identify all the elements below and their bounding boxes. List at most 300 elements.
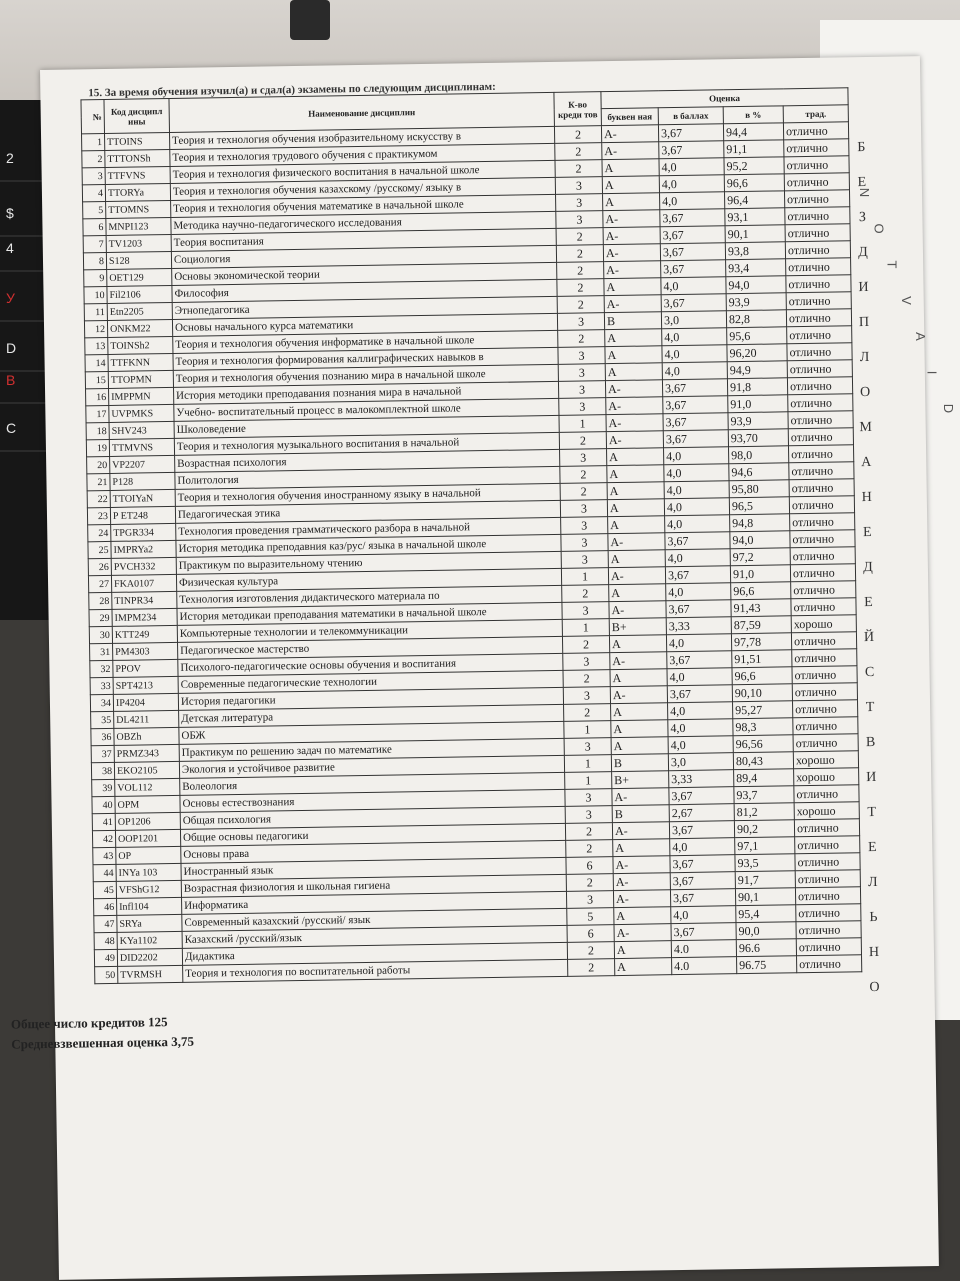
cell-trad: отлично	[790, 513, 855, 531]
cell-name: Теория и технология обучения информатике в начальной школе	[173, 330, 558, 353]
cell-trad: отлично	[790, 530, 855, 548]
cell-name: Философия	[172, 279, 557, 302]
cell-trad: отлично	[788, 445, 853, 463]
cell-num: 27	[88, 575, 111, 592]
cell-code: TVRMSH	[118, 965, 183, 983]
cell-trad: отлично	[789, 462, 854, 480]
cell-name: История педагогики	[178, 687, 563, 710]
cell-trad: отлично	[797, 955, 862, 973]
cell-credits: 3	[560, 500, 607, 518]
header-num: №	[81, 99, 105, 133]
cell-credits: 1	[564, 721, 611, 739]
cell-name: Теория и технология обучения математике в начальной школе	[171, 194, 556, 217]
cell-points: 3,67	[670, 872, 735, 890]
cell-points: 4,0	[662, 345, 727, 363]
cell-num: 32	[90, 660, 113, 677]
cell-points: 4.0	[672, 957, 737, 975]
cell-letter: A-	[603, 244, 660, 262]
cell-points: 4,0	[671, 906, 736, 924]
cell-code: SHV243	[109, 421, 174, 439]
cell-trad: хорошо	[793, 751, 858, 769]
side-stamp-letter: D	[941, 403, 957, 414]
cell-points: 3,33	[669, 770, 734, 788]
cell-points: 3,67	[665, 532, 730, 550]
cell-trad: отлично	[785, 207, 850, 225]
cell-points: 3,67	[662, 379, 727, 397]
cell-num: 41	[92, 813, 115, 830]
cell-credits: 2	[562, 585, 609, 603]
cell-code: VP2207	[110, 455, 175, 473]
cell-name: Общие основы педагогики	[180, 823, 565, 846]
cell-num: 47	[94, 915, 117, 932]
cell-code: IMPPMN	[109, 387, 174, 405]
cell-credits: 2	[560, 483, 607, 501]
cell-trad: отлично	[787, 360, 852, 378]
cell-percent: 90,0	[736, 922, 796, 940]
cell-trad: отлично	[794, 819, 859, 837]
cell-letter: A	[614, 941, 671, 959]
cell-credits: 3	[560, 449, 607, 467]
cell-trad: отлично	[794, 785, 859, 803]
stamp-letter: Т	[865, 699, 875, 716]
cell-letter: B+	[609, 618, 666, 636]
cell-num: 48	[94, 932, 117, 949]
cell-letter: A-	[610, 686, 667, 704]
cell-percent: 87,59	[731, 616, 791, 634]
cell-letter: A	[608, 550, 665, 568]
cell-num: 36	[91, 728, 114, 745]
cell-credits: 2	[557, 279, 604, 297]
cell-code: OET129	[107, 268, 172, 286]
cell-trad: отлично	[787, 377, 852, 395]
cell-trad: отлично	[796, 938, 861, 956]
cell-letter: A-	[606, 414, 663, 432]
cell-name: Волеология	[180, 772, 565, 795]
cell-trad: отлично	[785, 224, 850, 242]
cell-code: KYa1102	[117, 931, 182, 949]
cell-points: 3,67	[670, 855, 735, 873]
cell-percent: 94,6	[729, 463, 789, 481]
cell-letter: B	[611, 754, 668, 772]
cell-letter: A-	[602, 142, 659, 160]
cell-credits: 2	[557, 262, 604, 280]
cell-points: 3,67	[658, 124, 723, 142]
cell-percent: 96,6	[724, 174, 784, 192]
cell-num: 25	[88, 541, 111, 558]
cell-trad: отлично	[792, 683, 857, 701]
stamp-letter: Е	[857, 175, 867, 191]
cell-num: 8	[83, 252, 106, 269]
cell-name: Практикум по выразительному чтению	[176, 551, 561, 574]
cell-percent: 96,6	[731, 582, 791, 600]
cell-num: 35	[91, 711, 114, 728]
cell-letter: A-	[613, 856, 670, 874]
cell-credits: 2	[559, 432, 606, 450]
cell-code: OOP1201	[115, 829, 180, 847]
header-percent: в %	[723, 106, 783, 124]
power-plug	[290, 0, 330, 40]
cell-num: 11	[84, 303, 107, 320]
cell-credits: 1	[559, 415, 606, 433]
cell-name: Основы экономической теории	[172, 262, 557, 285]
header-trad: трад.	[783, 105, 848, 123]
cell-name: Основы права	[181, 840, 566, 863]
cell-num: 38	[91, 762, 114, 779]
weighted-average: Средневзвешенная оценка 3,75	[11, 1033, 195, 1052]
cell-name: Технология проведения грамматического разбора в начальной	[176, 517, 561, 540]
side-stamp-letter: T	[884, 260, 900, 269]
cell-name: Экология и устойчивое развитие	[179, 755, 564, 778]
cell-percent: 91,1	[724, 140, 784, 158]
cell-points: 3,67	[660, 226, 725, 244]
cell-num: 24	[88, 524, 111, 541]
cell-trad: отлично	[793, 700, 858, 718]
cell-code: Etn2205	[107, 302, 172, 320]
cell-code: DL4211	[114, 710, 179, 728]
cell-percent: 95,27	[733, 701, 793, 719]
cell-letter: A	[611, 720, 668, 738]
cell-code: TINPR34	[112, 591, 177, 609]
cell-credits: 2	[565, 823, 612, 841]
stamp-letter: Д	[858, 245, 868, 261]
stamp-letter: Й	[863, 629, 875, 646]
stamp-letter: Л	[867, 874, 878, 891]
cell-name: История методика преподавния каз/рус/ языка в начальной школе	[176, 534, 561, 557]
cell-num: 26	[88, 558, 111, 575]
cell-credits: 2	[560, 466, 607, 484]
stamp-letter: А	[861, 454, 872, 471]
cell-num: 6	[83, 218, 106, 235]
cell-percent: 94,0	[730, 531, 790, 549]
cell-letter: A-	[612, 788, 669, 806]
cell-points: 4,0	[666, 583, 731, 601]
cell-points: 3,67	[659, 141, 724, 159]
cell-code: TTOPMN	[108, 370, 173, 388]
header-name: Наименование дисциплин	[169, 92, 554, 132]
cell-points: 2,67	[669, 804, 734, 822]
cell-points: 4,0	[664, 464, 729, 482]
cell-percent: 81,2	[734, 803, 794, 821]
cell-credits: 3	[558, 381, 605, 399]
cell-code: TTFKNN	[108, 353, 173, 371]
cell-points: 4,0	[668, 719, 733, 737]
cell-credits: 3	[563, 687, 610, 705]
cell-name: Современный казахский /русский/ язык	[182, 908, 567, 931]
cell-points: 3,33	[666, 617, 731, 635]
cell-credits: 3	[561, 551, 608, 569]
cell-letter: A-	[604, 261, 661, 279]
cell-trad: отлично	[789, 496, 854, 514]
cell-code: OP	[116, 846, 181, 864]
stamp-letter: Л	[859, 350, 870, 366]
cell-points: 3,67	[669, 821, 734, 839]
stamp-letter: Д	[863, 559, 873, 576]
header-letter: буквен ная	[601, 108, 658, 126]
cell-code: PRMZ343	[114, 744, 179, 762]
cell-credits: 2	[554, 126, 601, 144]
cell-num: 4	[82, 184, 105, 201]
side-stamp-letter: V	[898, 296, 914, 305]
cell-percent: 94,4	[723, 123, 783, 141]
cell-trad: отлично	[791, 632, 856, 650]
cell-points: 3,67	[660, 243, 725, 261]
header-points: в баллах	[658, 107, 723, 125]
cell-percent: 90,1	[735, 888, 795, 906]
cell-letter: A	[603, 193, 660, 211]
cell-trad: хорошо	[794, 768, 859, 786]
cell-points: 3,67	[663, 396, 728, 414]
cell-points: 3,67	[665, 566, 730, 584]
cell-code: TV1203	[106, 234, 171, 252]
cell-points: 3,0	[661, 311, 726, 329]
cell-percent: 91,0	[728, 395, 788, 413]
cell-trad: отлично	[791, 581, 856, 599]
cell-num: 20	[87, 456, 110, 473]
cell-credits: 6	[567, 925, 614, 943]
cell-letter: A	[607, 499, 664, 517]
cell-letter: A-	[603, 210, 660, 228]
cell-num: 17	[86, 405, 109, 422]
grades-table	[80, 87, 862, 984]
cell-percent: 98,0	[729, 446, 789, 464]
cell-percent: 91,51	[732, 650, 792, 668]
cell-trad: отлично	[786, 292, 851, 310]
cell-trad: отлично	[790, 564, 855, 582]
cell-percent: 97,1	[735, 837, 795, 855]
cell-name: Теория и технология по воспитательной работы	[183, 959, 568, 982]
cell-code: EKO2105	[114, 761, 179, 779]
cell-letter: B	[612, 805, 669, 823]
cell-credits: 2	[557, 296, 604, 314]
cell-name: Теория и технология формирования каллиграфических навыков в	[173, 347, 558, 370]
cell-percent: 96,5	[729, 497, 789, 515]
cell-percent: 96.6	[736, 939, 796, 957]
cell-letter: A	[604, 278, 661, 296]
cell-num: 3	[82, 167, 105, 184]
cell-points: 3,67	[666, 600, 731, 618]
cell-points: 3,67	[660, 209, 725, 227]
cell-num: 33	[90, 677, 113, 694]
cell-trad: хорошо	[791, 615, 856, 633]
cell-num: 19	[86, 439, 109, 456]
cell-num: 45	[93, 881, 116, 898]
cell-name: Теория и технология трудового обучения с практикумом	[170, 143, 555, 166]
cell-trad: отлично	[784, 139, 849, 157]
cell-code: TTORYa	[105, 183, 170, 201]
cell-credits: 3	[566, 891, 613, 909]
cell-num: 9	[84, 269, 107, 286]
cell-percent: 95,2	[724, 157, 784, 175]
cell-num: 13	[85, 337, 108, 354]
cell-points: 3,0	[668, 753, 733, 771]
cell-code: P ET248	[110, 506, 175, 524]
cell-name: История методикаи преподавания математики в начальной школе	[177, 602, 562, 625]
cell-name: Политология	[175, 466, 560, 489]
cell-percent: 96,56	[733, 735, 793, 753]
cell-percent: 93,9	[728, 412, 788, 430]
cell-points: 4,0	[665, 515, 730, 533]
cell-trad: отлично	[793, 717, 858, 735]
total-credits: Общее число кредитов 125	[10, 1014, 168, 1032]
cell-credits: 5	[567, 908, 614, 926]
cell-name: Возрастная психология	[175, 449, 560, 472]
cell-name: Основы начального курса математики	[172, 313, 557, 336]
cell-code: TTFVNS	[105, 166, 170, 184]
cell-letter: A-	[613, 873, 670, 891]
cell-name: Теория и технология музыкального воспитания в начальной	[174, 432, 559, 455]
cell-percent: 93,5	[735, 854, 795, 872]
cell-points: 4.0	[671, 940, 736, 958]
cell-trad: отлично	[784, 190, 849, 208]
cell-credits: 3	[558, 364, 605, 382]
cell-credits: 2	[566, 874, 613, 892]
cell-percent: 93,4	[726, 259, 786, 277]
cell-name: Возрастная физиология и школьная гигиена	[181, 874, 566, 897]
cell-points: 3,67	[670, 889, 735, 907]
cell-credits: 3	[556, 194, 603, 212]
stamp-letter: П	[858, 315, 870, 331]
cell-percent: 90,1	[725, 225, 785, 243]
cell-credits: 2	[564, 704, 611, 722]
cell-credits: 3	[556, 211, 603, 229]
cell-code: IP4204	[113, 693, 178, 711]
cell-code: ONKM22	[107, 319, 172, 337]
cell-code: S128	[106, 251, 171, 269]
cell-name: Дидактика	[182, 942, 567, 965]
cell-code: TTMVNS	[109, 438, 174, 456]
cell-num: 28	[89, 592, 112, 609]
cell-percent: 91,8	[727, 378, 787, 396]
cell-code: PVCH332	[111, 557, 176, 575]
cell-letter: A	[613, 839, 670, 857]
cell-letter: A	[602, 159, 659, 177]
cell-code: P128	[110, 472, 175, 490]
cell-letter: A-	[608, 567, 665, 585]
cell-code: OBZh	[114, 727, 179, 745]
cell-num: 18	[86, 422, 109, 439]
cell-code: OP1206	[115, 812, 180, 830]
cell-trad: отлично	[788, 394, 853, 412]
cell-name: Казахский /русский/язык	[182, 925, 567, 948]
cell-points: 3,67	[661, 294, 726, 312]
cell-credits: 6	[566, 857, 613, 875]
cell-points: 3,67	[667, 685, 732, 703]
cell-credits: 3	[565, 789, 612, 807]
cell-letter: A	[605, 363, 662, 381]
cell-percent: 97,2	[730, 548, 790, 566]
cell-name: Компьютерные технологии и телекоммуникации	[177, 619, 562, 642]
header-code: Код дисципл ины	[104, 98, 170, 133]
cell-percent: 94,9	[727, 361, 787, 379]
cell-name: Детская литература	[179, 704, 564, 727]
cell-percent: 94,0	[726, 276, 786, 294]
cell-name: Школоведение	[174, 415, 559, 438]
cell-letter: A	[605, 329, 662, 347]
cell-percent: 90,10	[732, 684, 792, 702]
cell-letter: A-	[613, 890, 670, 908]
cell-letter: A	[607, 448, 664, 466]
cell-code: DID2202	[117, 948, 182, 966]
grades-body	[82, 122, 862, 984]
cell-letter: A-	[606, 397, 663, 415]
cell-letter: A	[610, 669, 667, 687]
cell-name: История методики преподавания познания мира в начальной	[174, 381, 559, 404]
stamp-letter: О	[869, 979, 880, 996]
cell-name: Иностранный язык	[181, 857, 566, 880]
cell-num: 37	[91, 745, 114, 762]
stamp-letter: З	[858, 210, 867, 226]
cell-code: TPGR334	[111, 523, 176, 541]
cell-trad: отлично	[784, 173, 849, 191]
cell-name: Технология изготовления дидактического материала по	[177, 585, 562, 608]
cell-credits: 2	[556, 245, 603, 263]
cell-percent: 91,0	[730, 565, 790, 583]
stamp-letter: Н	[861, 489, 872, 506]
cell-name: Теория и технология обучения изобразительному искусству в	[169, 126, 554, 149]
cell-percent: 94,8	[730, 514, 790, 532]
cell-num: 7	[83, 235, 106, 252]
cell-points: 4,0	[670, 838, 735, 856]
cell-name: Педагогическое мастерство	[178, 636, 563, 659]
cell-name: Учебно- воспитательный процесс в малокомплектной школе	[174, 398, 559, 421]
cell-percent: 82,8	[726, 310, 786, 328]
cell-name: Теория воспитания	[171, 228, 556, 251]
cell-code: TTOMNS	[106, 200, 171, 218]
cell-points: 4,0	[659, 158, 724, 176]
cell-letter: A	[611, 703, 668, 721]
cell-trad: отлично	[791, 598, 856, 616]
cell-num: 15	[85, 371, 108, 388]
cell-num: 12	[84, 320, 107, 337]
cell-code: TOINSh2	[108, 336, 173, 354]
cell-points: 3,67	[671, 923, 736, 941]
side-stamp-letter: O	[871, 223, 887, 234]
cell-credits: 3	[564, 738, 611, 756]
side-stamp-letter: N	[857, 187, 873, 198]
cell-num: 30	[89, 626, 112, 643]
cell-points: 4,0	[664, 481, 729, 499]
header-credits: К-во креди тов	[554, 92, 602, 127]
stamp-letter: Е	[862, 524, 872, 541]
stamp-letter: Ь	[869, 909, 878, 926]
cell-points: 4,0	[664, 447, 729, 465]
cell-name: Современные педагогические технологии	[178, 670, 563, 693]
keyboard: 2 $ 4 У D В C	[0, 100, 80, 620]
stamp-letter: М	[859, 419, 873, 436]
cell-name: Информатика	[182, 891, 567, 914]
cell-letter: A	[614, 907, 671, 925]
cell-points: 3,67	[669, 787, 734, 805]
cell-trad: отлично	[792, 666, 857, 684]
cell-percent: 96,4	[724, 191, 784, 209]
cell-letter: A-	[614, 924, 671, 942]
cell-num: 43	[93, 847, 116, 864]
cell-code: PM4303	[113, 642, 178, 660]
cell-letter: A	[609, 635, 666, 653]
cell-credits: 3	[558, 347, 605, 365]
cell-credits: 1	[565, 772, 612, 790]
cell-trad: отлично	[786, 309, 851, 327]
cell-name: Теория и технология обучения познанию мира в начальной школе	[173, 364, 558, 387]
cell-credits: 3	[561, 534, 608, 552]
cell-trad: отлично	[795, 836, 860, 854]
stamp-letter: Н	[868, 944, 880, 961]
cell-letter: A-	[603, 227, 660, 245]
cell-num: 44	[93, 864, 116, 881]
cell-letter: A-	[601, 125, 658, 143]
cell-credits: 1	[562, 619, 609, 637]
cell-credits: 1	[561, 568, 608, 586]
